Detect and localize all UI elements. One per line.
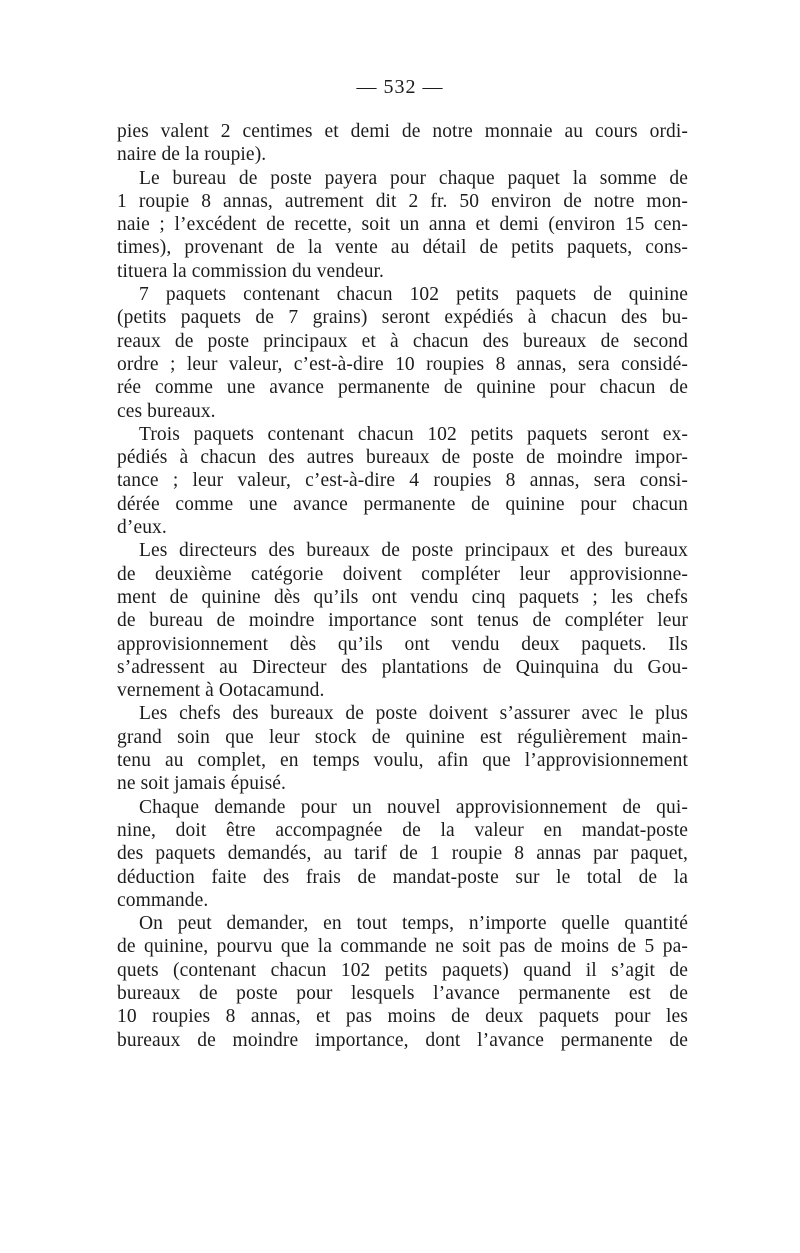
text-line: ces bureaux. bbox=[117, 400, 216, 422]
page-number: — 532 — bbox=[356, 76, 444, 98]
text-line: ordre ; leur valeur, c’est-à-dire 10 roupies 8 annas, sera considé- bbox=[117, 353, 688, 375]
paragraph bbox=[117, 539, 688, 702]
text-line: déduction faite des frais de mandat-poste sur le total de la bbox=[117, 866, 688, 888]
paragraph bbox=[117, 120, 688, 167]
text-line: times), provenant de la vente au détail de petits paquets, cons- bbox=[117, 237, 688, 259]
text-line: Le bureau de poste payera pour chaque paquet la somme de bbox=[139, 167, 688, 189]
text-line: vernement à Ootacamund. bbox=[117, 680, 325, 702]
text-line: quets (contenant chacun 102 petits paquets) quand il s’agit de bbox=[117, 959, 688, 981]
text-line: 1 roupie 8 annas, autrement dit 2 fr. 50 environ de notre mon- bbox=[117, 190, 688, 212]
text-line: reaux de poste principaux et à chacun des bureaux de second bbox=[117, 330, 688, 352]
text-line: dérée comme une avance permanente de quinine pour chacun bbox=[117, 493, 688, 515]
text-line: nine, doit être accompagnée de la valeur en mandat-poste bbox=[117, 819, 688, 841]
paragraph bbox=[117, 702, 688, 795]
text-line: de bureau de moindre importance sont tenus de compléter leur bbox=[117, 610, 688, 632]
paragraph bbox=[117, 423, 688, 539]
text-line: pédiés à chacun des autres bureaux de poste de moindre impor- bbox=[117, 447, 688, 469]
text-line: bureaux de poste pour lesquels l’avance permanente est de bbox=[117, 982, 688, 1004]
text-line: Chaque demande pour un nouvel approvisionnement de qui- bbox=[139, 796, 688, 818]
text-line: Trois paquets contenant chacun 102 petits paquets seront ex- bbox=[139, 423, 688, 445]
text-line: naire de la roupie). bbox=[117, 144, 267, 166]
text-line: Les chefs des bureaux de poste doivent s’assurer avec le plus bbox=[139, 703, 688, 725]
text-line: des paquets demandés, au tarif de 1 roupie 8 annas par paquet, bbox=[117, 843, 688, 865]
text-line: tance ; leur valeur, c’est-à-dire 4 roupies 8 annas, sera consi- bbox=[117, 470, 688, 492]
text-line: approvisionnement dès qu’ils ont vendu deux paquets. Ils bbox=[117, 633, 688, 655]
text-line: naie ; l’excédent de recette, soit un anna et demi (environ 15 cen- bbox=[117, 214, 688, 236]
paragraph bbox=[117, 167, 688, 283]
text-line: bureaux de moindre importance, dont l’avance permanente de bbox=[117, 1029, 688, 1051]
text-line: On peut demander, en tout temps, n’importe quelle quantité bbox=[139, 913, 688, 935]
paragraph bbox=[117, 912, 688, 1052]
text-line: commande. bbox=[117, 889, 209, 911]
text-line: de quinine, pourvu que la commande ne soit pas de moins de 5 pa- bbox=[117, 936, 688, 958]
text-line: (petits paquets de 7 grains) seront expédiés à chacun des bu- bbox=[117, 307, 688, 329]
text-line: ment de quinine dès qu’ils ont vendu cinq paquets ; les chefs bbox=[117, 586, 688, 608]
text-line: 10 roupies 8 annas, et pas moins de deux paquets pour les bbox=[117, 1006, 688, 1028]
paragraph bbox=[117, 283, 688, 423]
text-line: tituera la commission du vendeur. bbox=[117, 260, 385, 282]
body-text bbox=[117, 120, 688, 1052]
text-line: ne soit jamais épuisé. bbox=[117, 773, 286, 795]
text-line: grand soin que leur stock de quinine est régulièrement main- bbox=[117, 726, 688, 748]
text-line: pies valent 2 centimes et demi de notre monnaie au cours ordi- bbox=[117, 121, 688, 142]
text-line: tenu au complet, en temps voulu, afin que l’approvisionnement bbox=[117, 750, 688, 772]
text-line: de deuxième catégorie doivent compléter leur approvisionne- bbox=[117, 563, 688, 585]
text-line: rée comme une avance permanente de quinine pour chacun de bbox=[117, 377, 688, 399]
paragraph bbox=[117, 796, 688, 912]
text-line: s’adressent au Directeur des plantations de Quinquina du Gou- bbox=[117, 656, 688, 678]
text-line: d’eux. bbox=[117, 517, 167, 539]
text-line: 7 paquets contenant chacun 102 petits paquets de quinine bbox=[139, 284, 688, 306]
text-line: Les directeurs des bureaux de poste principaux et des bureaux bbox=[139, 540, 688, 562]
